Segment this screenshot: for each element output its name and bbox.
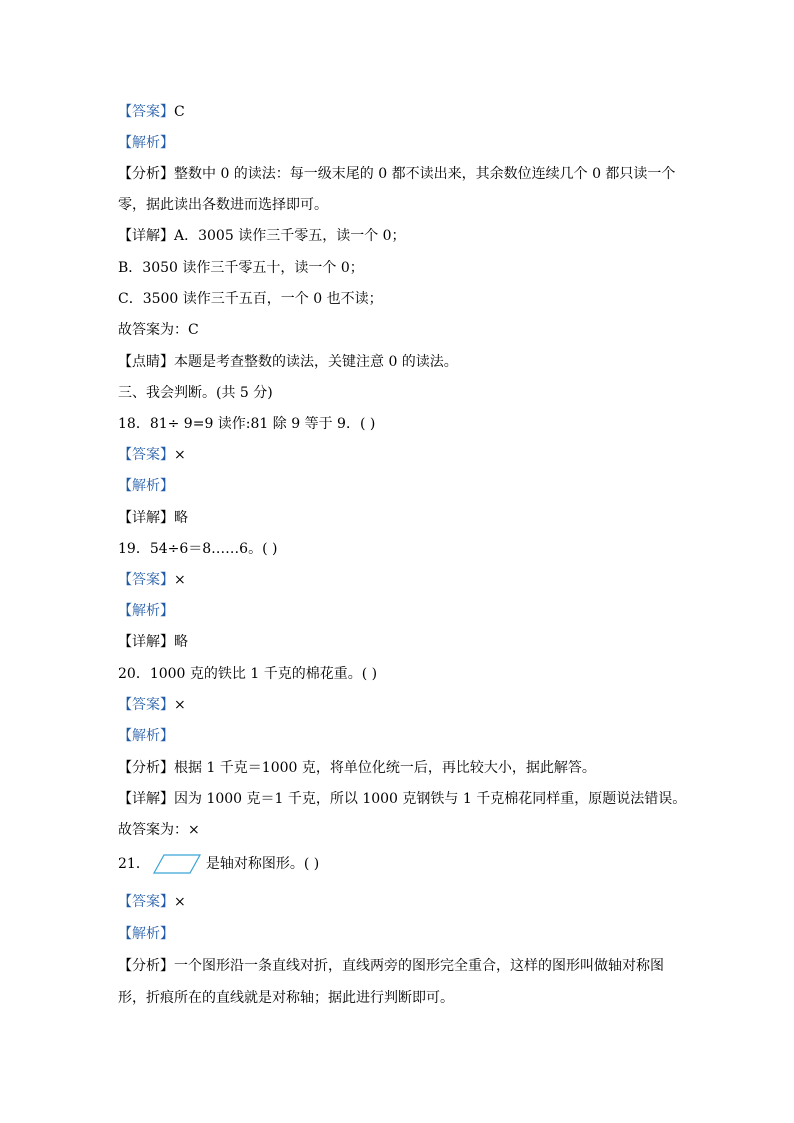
- fenxi-line: [118, 165, 675, 183]
- detail-tag: 【详解】: [118, 634, 174, 650]
- question-20: [118, 665, 377, 683]
- line-text: ×: [174, 894, 186, 910]
- detail-tag: 【详解】: [118, 228, 174, 244]
- detail-line: [118, 790, 686, 808]
- text-line: [118, 196, 328, 214]
- detail-line: [118, 633, 188, 651]
- dianjing-tag: 【点睛】: [118, 354, 174, 370]
- analysis-line: [118, 134, 174, 152]
- line-text: C: [174, 104, 185, 120]
- answer-line: [118, 446, 186, 464]
- dianjing-line: [118, 353, 458, 371]
- detail-tag: 【详解】: [118, 791, 174, 807]
- line-text: 18．81÷ 9=9 读作:81 除 9 等于 9．( ): [118, 416, 376, 432]
- answer-line: [118, 893, 186, 911]
- answer-tag: 【答案】: [118, 572, 174, 588]
- line-text: 三、我会判断。(共 5 分): [118, 385, 273, 401]
- line-text: ×: [174, 697, 186, 713]
- line-text: 根据 1 千克＝1000 克，将单位化统一后，再比较大小，据此解答。: [174, 760, 596, 776]
- fenxi-line: [118, 957, 664, 975]
- question-text: 是轴对称图形。( ): [205, 856, 320, 872]
- line-text: 略: [174, 634, 188, 650]
- text-line: [118, 259, 364, 277]
- analysis-tag: 【解析】: [118, 926, 174, 942]
- analysis-line: [118, 602, 174, 620]
- answer-tag: 【答案】: [118, 894, 174, 910]
- answer-line: [118, 103, 185, 121]
- fenxi-tag: 【分析】: [118, 958, 174, 974]
- fenxi-tag: 【分析】: [118, 166, 174, 182]
- analysis-tag: 【解析】: [118, 728, 174, 744]
- line-text: 整数中 0 的读法：每一级末尾的 0 都不读出来，其余数位连续几个 0 都只读一个: [174, 166, 676, 182]
- analysis-line: [118, 477, 174, 495]
- analysis-tag: 【解析】: [118, 603, 174, 619]
- fenxi-line: [118, 759, 596, 777]
- parallelogram-figure: [152, 853, 202, 875]
- answer-tag: 【答案】: [118, 447, 174, 463]
- detail-line: [118, 227, 406, 245]
- line-text: ×: [174, 447, 186, 463]
- line-text: 20．1000 克的铁比 1 千克的棉花重。( ): [118, 666, 378, 682]
- detail-tag: 【详解】: [118, 510, 174, 526]
- text-line: [118, 821, 200, 839]
- line-text: 一个图形沿一条直线对折，直线两旁的图形完全重合，这样的图形叫做轴对称图: [174, 958, 664, 974]
- line-text: 本题是考查整数的读法，关键注意 0 的读法。: [174, 354, 458, 370]
- analysis-tag: 【解析】: [118, 135, 174, 151]
- line-text: 形，折痕所在的直线就是对称轴；据此进行判断即可。: [118, 990, 454, 1006]
- line-text: 故答案为：C: [118, 322, 199, 338]
- line-text: 19．54÷6＝8……6。( ): [118, 541, 278, 557]
- analysis-tag: 【解析】: [118, 478, 174, 494]
- answer-line: [118, 696, 186, 714]
- line-text: 零，据此读出各数进而选择即可。: [118, 197, 328, 213]
- line-text: B．3050 读作三千零五十，读一个 0；: [118, 260, 364, 276]
- answer-line: [118, 571, 186, 589]
- line-text: 故答案为：×: [118, 822, 200, 838]
- answer-tag: 【答案】: [118, 104, 174, 120]
- line-text: 因为 1000 克＝1 千克，所以 1000 克钢铁与 1 千克棉花同样重，原题说法错误。: [174, 791, 687, 807]
- line-text: ×: [174, 572, 186, 588]
- analysis-line: [118, 727, 174, 745]
- question-19: [118, 540, 277, 558]
- fenxi-tag: 【分析】: [118, 760, 174, 776]
- analysis-line: [118, 925, 174, 943]
- detail-line: [118, 509, 188, 527]
- text-line: [118, 290, 383, 308]
- text-line: [118, 321, 199, 339]
- section-heading: [118, 384, 273, 402]
- question-18: [118, 415, 375, 433]
- line-text: A．3005 读作三千零五，读一个 0；: [174, 228, 406, 244]
- answer-tag: 【答案】: [118, 697, 174, 713]
- text-line: [118, 989, 454, 1007]
- line-text: C．3500 读作三千五百，一个 0 也不读；: [118, 291, 383, 307]
- question-21: [118, 853, 319, 875]
- line-text: 略: [174, 510, 188, 526]
- question-number: 21．: [118, 856, 150, 872]
